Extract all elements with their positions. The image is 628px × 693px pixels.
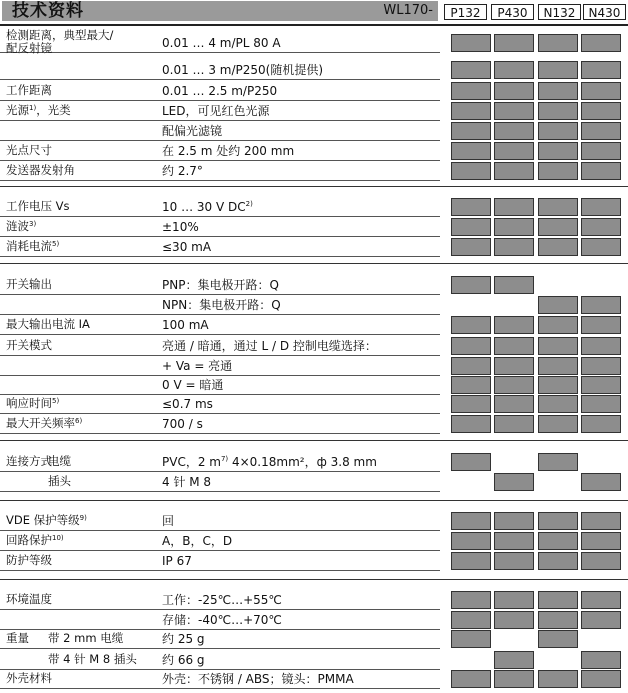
- availability-cell: [538, 512, 578, 530]
- spec-value: A，B，C，D: [162, 534, 233, 548]
- spec-label: 检测距离，典型最大/ 配反射镜: [6, 28, 114, 55]
- availability-cell: [494, 611, 534, 629]
- availability-cell: [581, 395, 621, 413]
- spec-value: 工作：-25℃…+55℃: [162, 593, 282, 607]
- availability-cell: [538, 198, 578, 216]
- availability-cell: [581, 198, 621, 216]
- spec-row: [0, 669, 628, 689]
- row-divider: [0, 688, 440, 689]
- spec-value: 0.01 … 3 m/P250(随机提供): [162, 63, 324, 77]
- spec-row: [0, 161, 628, 181]
- availability-cell: [494, 61, 534, 79]
- availability-cell: [451, 198, 491, 216]
- header: [0, 0, 628, 22]
- spec-row: [0, 551, 628, 571]
- spec-value: + Va = 亮通: [162, 359, 233, 373]
- footnote-marker: 3): [29, 220, 37, 228]
- availability-cell: [538, 82, 578, 100]
- section-divider: [0, 579, 628, 580]
- section-divider: [0, 186, 628, 187]
- availability-cell: [538, 218, 578, 236]
- availability-cell: [451, 102, 491, 120]
- row-divider: [0, 79, 440, 80]
- availability-cell: [538, 316, 578, 334]
- spec-value: LED，可见红色光源: [162, 104, 270, 118]
- spec-label: VDE 保护等级$^{9)}$: [6, 513, 87, 527]
- availability-cell: [581, 34, 621, 52]
- spec-row: [0, 414, 628, 434]
- availability-cell: [581, 102, 621, 120]
- availability-cell: [581, 218, 621, 236]
- row-divider: [0, 570, 440, 571]
- spec-value: 回: [162, 514, 175, 528]
- spec-value: IP 67: [162, 554, 192, 568]
- spec-row: [0, 394, 628, 414]
- spec-row: [0, 217, 628, 237]
- availability-cell: [451, 61, 491, 79]
- availability-cell: [494, 102, 534, 120]
- row-divider: [0, 433, 440, 434]
- spec-label: 发送器发射角: [6, 163, 75, 177]
- availability-cell: [494, 670, 534, 688]
- availability-cell: [538, 142, 578, 160]
- availability-cell: [451, 630, 491, 648]
- availability-cell: [494, 198, 534, 216]
- spec-row: [0, 610, 628, 630]
- availability-cell: [451, 357, 491, 375]
- availability-cell: [494, 512, 534, 530]
- spec-row: [0, 375, 628, 395]
- spec-label: 最大开关频率$^{6)}$: [6, 416, 83, 430]
- availability-cell: [581, 591, 621, 609]
- spec-value: 配偏光滤镜: [162, 124, 223, 138]
- availability-cell: [494, 532, 534, 550]
- availability-cell: [581, 238, 621, 256]
- availability-cell: [494, 651, 534, 669]
- section-divider: [0, 263, 628, 264]
- section-divider: [0, 500, 628, 501]
- spec-label: 工作电压 Vs: [6, 199, 70, 213]
- spec-row: [0, 81, 628, 101]
- availability-cell: [494, 591, 534, 609]
- availability-cell: [581, 61, 621, 79]
- spec-label: 外壳材料: [6, 671, 52, 685]
- spec-label: 消耗电流$^{5)}$: [6, 239, 60, 253]
- availability-cell: [451, 276, 491, 294]
- availability-cell: [581, 415, 621, 433]
- availability-cell: [581, 357, 621, 375]
- spec-row: [0, 590, 628, 610]
- spec-row: [0, 275, 628, 295]
- availability-cell: [581, 611, 621, 629]
- spec-row: [0, 315, 628, 335]
- spec-row: [0, 336, 628, 356]
- spec-value: ≤30 mA: [162, 240, 212, 254]
- spec-value: 外壳：不锈钢 / ABS；镜头：PMMA: [162, 672, 354, 686]
- spec-row: [0, 295, 628, 315]
- availability-cell: [451, 453, 491, 471]
- availability-cell: [581, 316, 621, 334]
- availability-cell: [538, 395, 578, 413]
- spec-label: 环境温度: [6, 592, 52, 606]
- availability-cell: [538, 238, 578, 256]
- availability-cell: [451, 532, 491, 550]
- spec-label: 防护等级: [6, 553, 52, 567]
- availability-cell: [451, 512, 491, 530]
- spec-sublabel: 电缆: [48, 454, 71, 468]
- availability-cell: [494, 162, 534, 180]
- footnote-marker: 7): [220, 455, 229, 463]
- availability-cell: [538, 670, 578, 688]
- availability-cell: [494, 34, 534, 52]
- availability-cell: [451, 162, 491, 180]
- availability-cell: [494, 395, 534, 413]
- availability-cell: [451, 591, 491, 609]
- model-number: WL170-: [383, 3, 433, 18]
- availability-cell: [538, 337, 578, 355]
- availability-cell: [581, 670, 621, 688]
- availability-cell: [538, 453, 578, 471]
- availability-cell: [494, 552, 534, 570]
- spec-value: 0 V = 暗通: [162, 378, 224, 392]
- availability-cell: [494, 415, 534, 433]
- availability-cell: [581, 473, 621, 491]
- spec-label: 连接方式: [6, 454, 52, 468]
- availability-cell: [494, 376, 534, 394]
- availability-cell: [451, 34, 491, 52]
- availability-cell: [494, 276, 534, 294]
- variant-p132: P132: [444, 4, 487, 20]
- spec-label: 响应时间$^{5)}$: [6, 396, 60, 410]
- spec-value: 0.01 … 2.5 m/P250: [162, 84, 278, 98]
- availability-cell: [538, 611, 578, 629]
- footnote-marker: 1): [29, 104, 37, 112]
- availability-cell: [538, 122, 578, 140]
- spec-value: NPN：集电极开路：Q: [162, 298, 281, 312]
- spec-value: 在 2.5 m 处约 200 mm: [162, 144, 295, 158]
- availability-cell: [581, 651, 621, 669]
- availability-cell: [451, 395, 491, 413]
- spec-value: 4 针 M 8: [162, 475, 212, 489]
- spec-row: [0, 452, 628, 472]
- spec-row: [0, 629, 628, 649]
- availability-cell: [451, 337, 491, 355]
- spec-label: 开关模式: [6, 338, 52, 352]
- row-divider: [0, 256, 440, 257]
- spec-row: [0, 101, 628, 121]
- header-divider: [0, 24, 628, 26]
- spec-value: 100 mA: [162, 318, 209, 332]
- spec-value: 700 / s: [162, 417, 203, 431]
- spec-label: 光点尺寸: [6, 143, 52, 157]
- availability-cell: [581, 552, 621, 570]
- availability-cell: [538, 376, 578, 394]
- spec-label: 重量: [6, 631, 29, 645]
- spec-label: 开关输出: [6, 277, 52, 291]
- availability-cell: [581, 337, 621, 355]
- spec-label: 涟波$^{3)}$: [6, 219, 37, 233]
- row-divider: [0, 334, 440, 335]
- spec-row: [0, 197, 628, 217]
- availability-cell: [538, 162, 578, 180]
- footnote-marker: 5): [52, 240, 60, 248]
- spec-sublabel: 带 4 针 M 8 插头: [48, 652, 137, 666]
- spec-row: [0, 141, 628, 161]
- variant-p430: P430: [491, 4, 534, 20]
- availability-cell: [451, 238, 491, 256]
- spec-row: [0, 121, 628, 141]
- availability-cell: [538, 415, 578, 433]
- section-divider: [0, 440, 628, 441]
- spec-value: ±10%: [162, 220, 199, 234]
- availability-cell: [581, 512, 621, 530]
- availability-cell: [494, 357, 534, 375]
- spec-row: [0, 531, 628, 551]
- availability-cell: [581, 296, 621, 314]
- spec-label: 光源$^{1)}$，光类: [6, 103, 71, 117]
- availability-cell: [581, 376, 621, 394]
- availability-cell: [451, 122, 491, 140]
- row-divider: [0, 180, 440, 181]
- spec-value: 亮通 / 暗通，通过 L / D 控制电缆选择：: [162, 339, 377, 353]
- spec-value: 约 25 g: [162, 632, 205, 646]
- availability-cell: [538, 102, 578, 120]
- spec-value: 约 2.7°: [162, 164, 203, 178]
- availability-cell: [451, 376, 491, 394]
- availability-cell: [538, 296, 578, 314]
- spec-label: 回路保护$^{10)}$: [6, 533, 64, 547]
- spec-label: 工作距离: [6, 83, 52, 97]
- availability-cell: [494, 122, 534, 140]
- availability-cell: [494, 218, 534, 236]
- availability-cell: [451, 142, 491, 160]
- availability-cell: [451, 611, 491, 629]
- variant-n132: N132: [538, 4, 581, 20]
- availability-cell: [451, 218, 491, 236]
- spec-row: [0, 472, 628, 492]
- footnote-marker: 10): [52, 534, 64, 542]
- availability-cell: [538, 357, 578, 375]
- spec-value: PVC，2 $m^{7)}$ 4×0.18mm²，ф 3.8 mm: [162, 455, 377, 469]
- availability-cell: [581, 122, 621, 140]
- spec-row: [0, 237, 628, 257]
- footnote-marker: 2): [245, 200, 253, 208]
- spec-value: ≤0.7 ms: [162, 397, 213, 411]
- spec-row: [0, 60, 628, 80]
- availability-cell: [451, 552, 491, 570]
- spec-value: 存储：-40℃…+70℃: [162, 613, 282, 627]
- availability-cell: [538, 532, 578, 550]
- footnote-marker: 5): [52, 397, 60, 405]
- spec-row: [0, 28, 628, 55]
- page-title: 技术资料: [2, 1, 438, 21]
- availability-cell: [494, 473, 534, 491]
- availability-cell: [538, 34, 578, 52]
- spec-row: [0, 511, 628, 531]
- availability-cell: [451, 316, 491, 334]
- availability-cell: [451, 670, 491, 688]
- availability-cell: [538, 552, 578, 570]
- row-divider: [0, 491, 440, 492]
- spec-sublabel: 带 2 mm 电缆: [48, 631, 124, 645]
- spec-sublabel: 插头: [48, 474, 71, 488]
- availability-cell: [494, 142, 534, 160]
- availability-cell: [538, 591, 578, 609]
- footnote-marker: 6): [75, 417, 83, 425]
- availability-cell: [538, 630, 578, 648]
- availability-cell: [494, 316, 534, 334]
- spec-value: 10 … 30 V DC$^{2)}$: [162, 200, 253, 214]
- availability-cell: [494, 238, 534, 256]
- spec-value: 0.01 … 4 m/PL 80 A: [162, 36, 281, 50]
- availability-cell: [494, 337, 534, 355]
- spec-label: 最大输出电流 IA: [6, 317, 90, 331]
- spec-row: [0, 356, 628, 376]
- footnote-marker: 9): [79, 514, 87, 522]
- variant-n430: N430: [583, 4, 626, 20]
- availability-cell: [451, 82, 491, 100]
- spec-value: 约 66 g: [162, 653, 205, 667]
- availability-cell: [538, 61, 578, 79]
- availability-cell: [451, 415, 491, 433]
- spec-value: PNP：集电极开路：Q: [162, 278, 279, 292]
- spec-row: [0, 650, 628, 670]
- availability-cell: [581, 142, 621, 160]
- availability-cell: [581, 162, 621, 180]
- availability-cell: [494, 82, 534, 100]
- availability-cell: [581, 82, 621, 100]
- availability-cell: [581, 532, 621, 550]
- row-divider: [0, 648, 440, 649]
